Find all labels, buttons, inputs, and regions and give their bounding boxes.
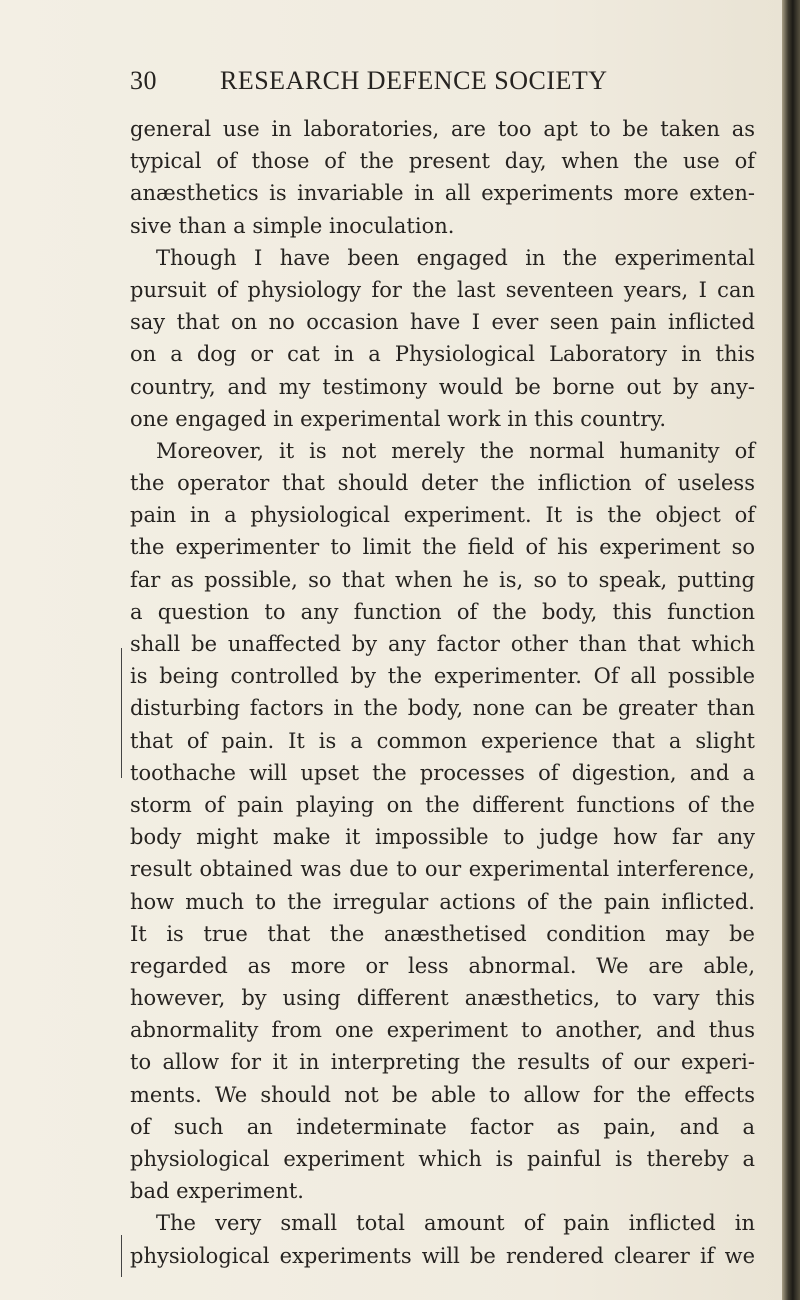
text-line: the experimenter to limit the field of his experiment so [130,535,755,560]
text-line: bad experiment. [130,1179,304,1204]
text-line: one engaged in experimental work in this country. [130,406,666,431]
running-head-title: RESEARCH DEFENCE SOCIETY [220,66,608,95]
margin-mark [121,648,122,778]
text-line: storm of pain playing on the different functions of the [130,792,755,817]
text-line: Though I have been engaged in the experimental [156,245,755,270]
text-line: The very small total amount of pain inflicted in [156,1211,755,1236]
text-line: a question to any function of the body, this function [130,599,755,624]
text-line: physiological experiments will be rendered clearer if we [130,1243,755,1268]
text-line: pursuit of physiology for the last seventeen years, I can [130,277,755,302]
text-line: is being controlled by the experimenter. Of all possible [130,664,755,689]
text-line: far as possible, so that when he is, so to speak, putting [130,567,755,592]
text-line: sive than a simple inoculation. [130,213,455,238]
text-line: physiological experiment which is painful is thereby a [130,1147,755,1171]
page-number: 30 [130,66,157,95]
text-line: Moreover, it is not merely the normal humanity of [156,438,755,463]
text-line: general use in laboratories, are too apt to be taken as [130,117,755,141]
body-text [130,113,755,1272]
text-line: pain in a physiological experiment. It is the object of [130,503,755,528]
book-spine-edge [782,0,800,1300]
text-line: country, and my testimony would be borne out by any- [130,374,755,399]
text-line: the operator that should deter the infliction of useless [130,471,755,496]
text-line: say that on no occasion have I ever seen pain inflicted [130,310,755,335]
margin-mark [121,1235,122,1277]
text-line: anæsthetics is invariable in all experiments more exten- [130,181,755,206]
text-line: shall be unaffected by any factor other than that which [130,632,755,656]
text-line: regarded as more or less abnormal. We are able, [130,953,755,978]
text-line: to allow for it in interpreting the results of our experi- [130,1050,755,1075]
text-line: on a dog or cat in a Physiological Laboratory in this [130,342,755,367]
text-line: of such an indeterminate factor as pain, and a [130,1114,755,1139]
text-line: body might make it impossible to judge how far any [130,825,755,850]
text-line: how much to the irregular actions of the pain inflicted. [130,889,755,914]
text-line: typical of those of the present day, when the use of [130,149,755,174]
text-line: toothache will upset the processes of digestion, and a [130,760,755,785]
text-line: that of pain. It is a common experience that a slight [130,728,755,753]
text-line: It is true that the anæsthetised condition may be [130,921,755,946]
text-line: disturbing factors in the body, none can be greater than [130,696,755,721]
text-line: abnormality from one experiment to another, and thus [130,1018,755,1043]
text-line: ments. We should not be able to allow for the effects [130,1082,755,1107]
running-header [130,66,750,96]
text-line: however, by using different anæsthetics, to vary this [130,986,755,1011]
text-line: result obtained was due to our experimental interference, [130,857,755,882]
